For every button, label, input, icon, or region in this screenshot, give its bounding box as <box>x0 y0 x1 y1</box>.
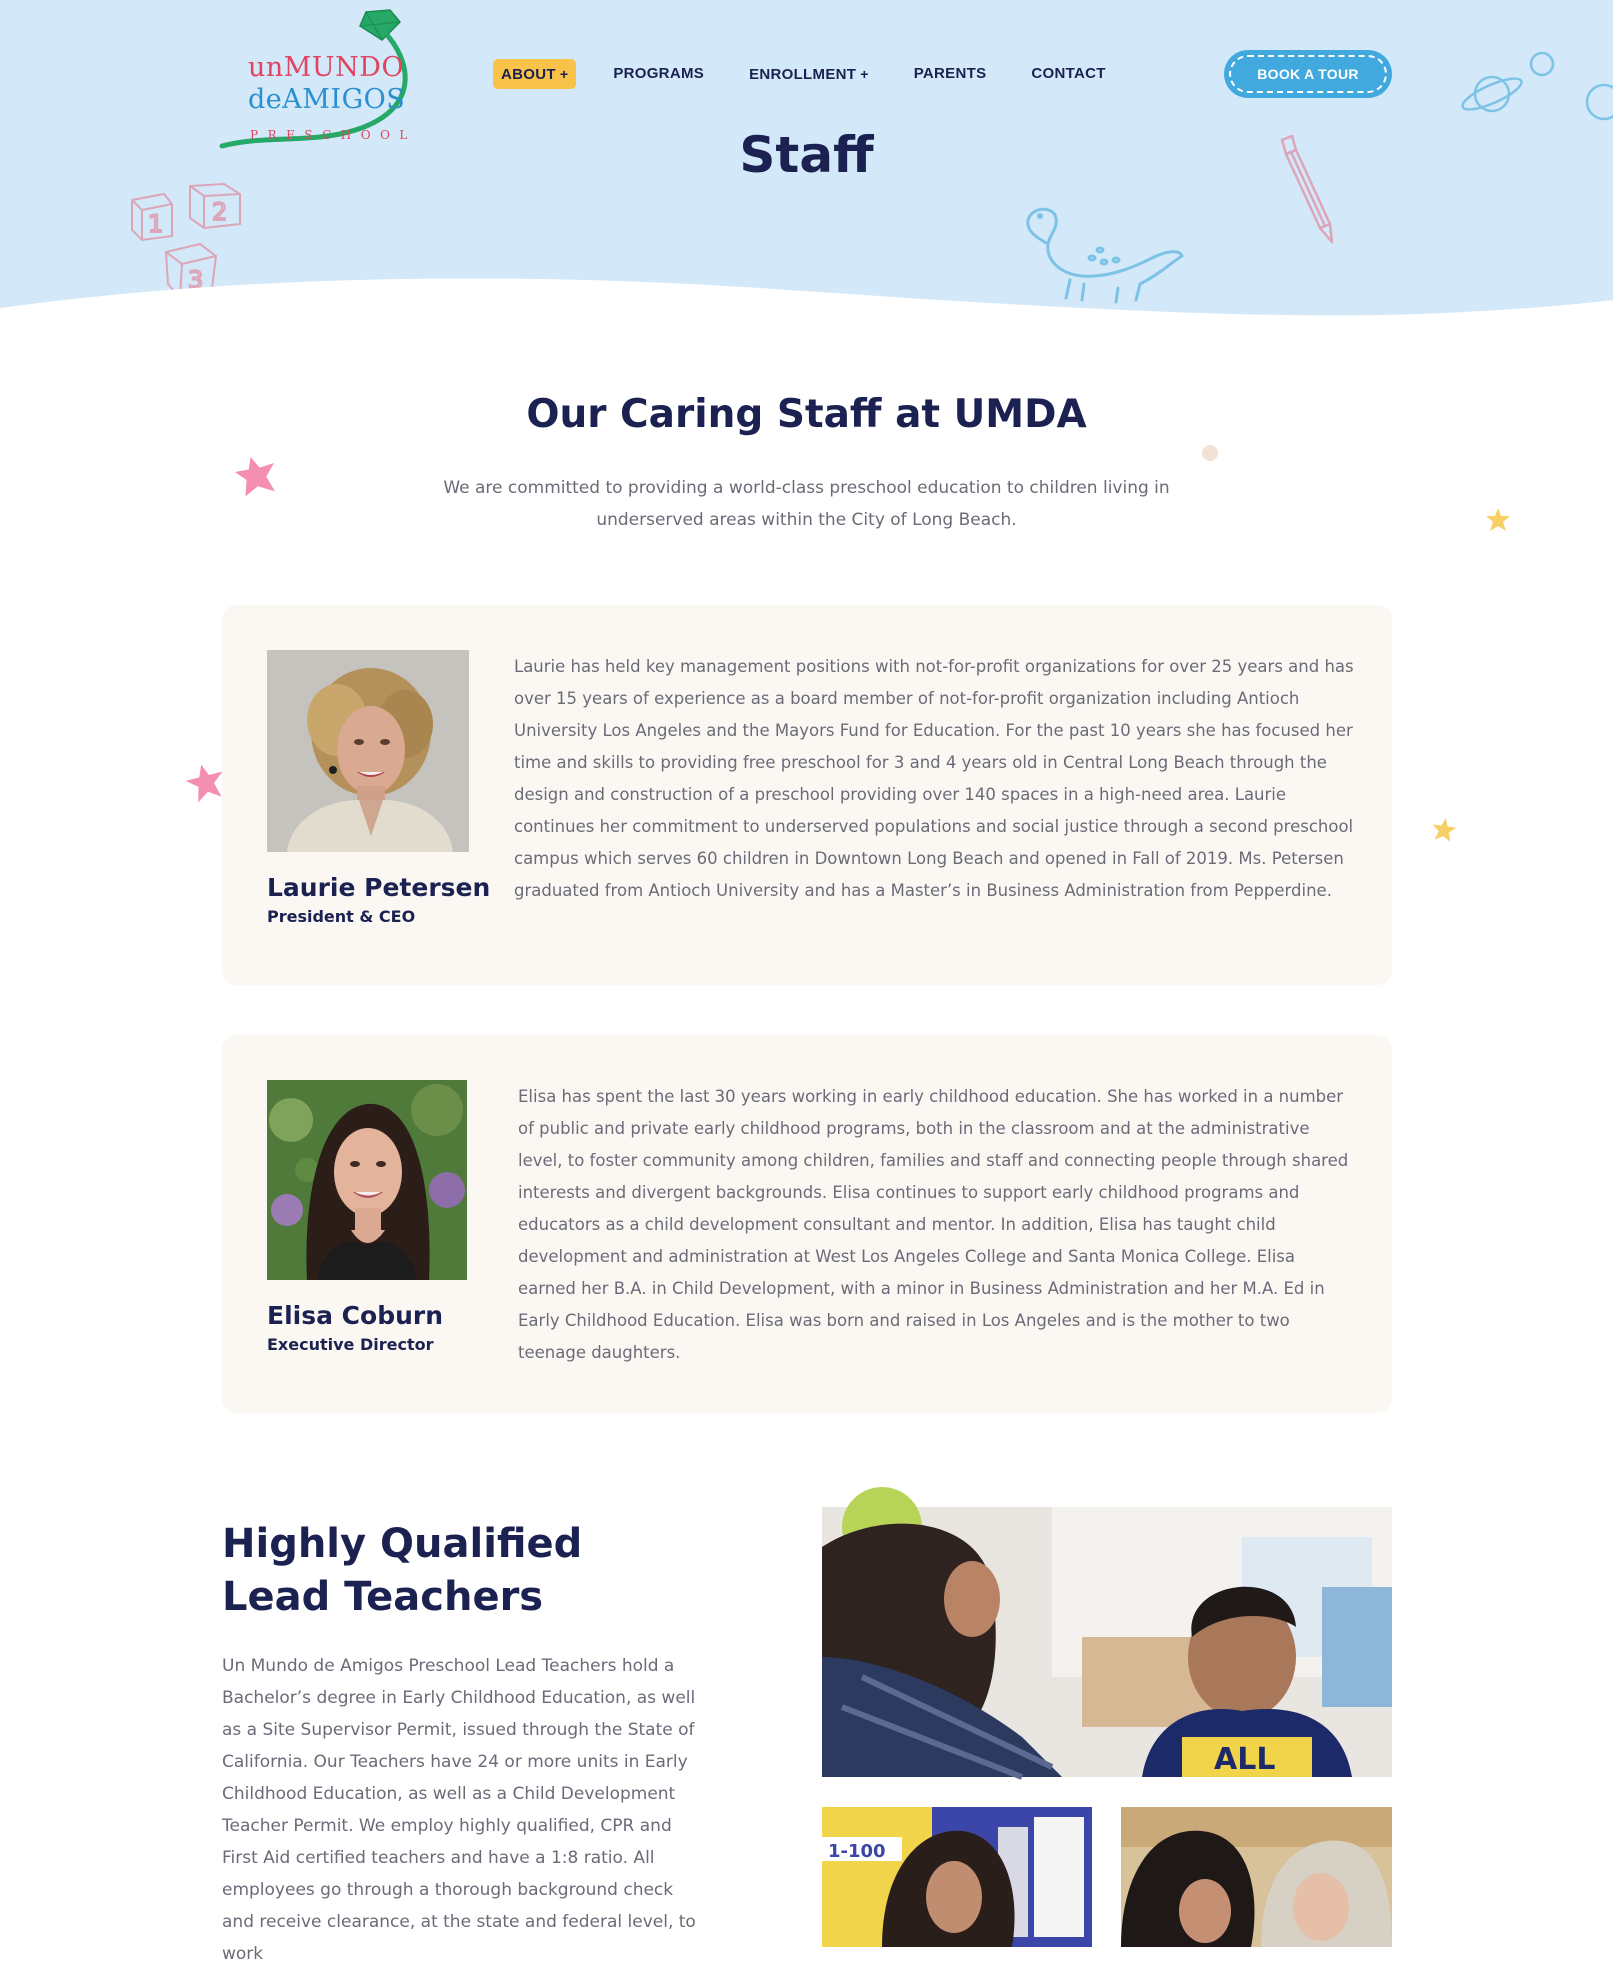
dot-icon <box>1200 443 1220 463</box>
nav-parents-label: PARENTS <box>913 65 987 82</box>
pencil-icon <box>1274 134 1344 244</box>
star-icon <box>1484 506 1512 534</box>
teachers-paragraph: Un Mundo de Amigos Preschool Lead Teachers hold a Bachelor’s degree in Early Childhood Education, as well as a Site Supervisor Permit, issued through the State of California. Our Teachers have 24 or more units in Early Childhood Education, as well as a Child Development Teacher Permit. We employ highly qualified, CPR and First Aid certified teachers and have a 1:8 ratio. All employees go through a thorough background check and receive clearance, at the state and federal level, to work <box>222 1656 696 1964</box>
book-tour-label: BOOK A TOUR <box>1257 66 1359 82</box>
intro-paragraph: We are committed to providing a world-class preschool education to children living in underserved areas within the City of Long Beach. <box>443 478 1170 530</box>
staff-role: President & CEO <box>267 907 416 926</box>
planet-icon <box>1458 48 1613 128</box>
logo-line-2: deAMIGOS <box>248 84 406 115</box>
nav-about-plus-icon: + <box>559 66 569 82</box>
svg-text:ALL: ALL <box>1214 1742 1276 1777</box>
classroom-image <box>822 1507 1392 1777</box>
section-heading-text: Our Caring Staff at UMDA <box>526 392 1087 437</box>
staff-card <box>222 1035 1392 1413</box>
classroom-image <box>822 1807 1092 1947</box>
svg-text:1-100: 1-100 <box>828 1841 886 1862</box>
section-heading <box>514 392 1098 437</box>
teachers-heading <box>222 1518 642 1624</box>
classroom-photo <box>1121 1807 1392 1947</box>
teachers-heading-line-1: Highly Qualified <box>222 1521 583 1567</box>
logo-line-1: unMUNDO <box>248 52 405 83</box>
classroom-image <box>1121 1807 1392 1947</box>
staff-bio: Elisa has spent the last 30 years working in early childhood education. She has worked in a number of public and private early childhood programs, both in the classroom and at the administrative level, to foster community among children, families and staff and connecting people through shared interests and divergent backgrounds. Elisa continues to support early childhood programs and educators as a child development consultant and mentor. In addition, Elisa has taught child development and administration at West Los Angeles College and Santa Monica College. Elisa earned her B.A. in Child Development, with a minor in Business Administration and her M.A. Ed in Early Childhood Education. Elisa was born and raised in Los Angeles and is the mother to two teenage daughters. <box>518 1087 1349 1362</box>
star-icon <box>1430 816 1458 844</box>
portrait-image <box>267 1080 467 1280</box>
staff-photo <box>267 650 469 852</box>
staff-role: Executive Director <box>267 1335 434 1354</box>
logo-subtitle: PRESCHOOL <box>250 128 417 142</box>
staff-bio: Laurie has held key management positions with not-for-profit organizations for over 25 years and has over 15 years of experience as a board member of not-for-profit organization including Antioch University Los Angeles and the Mayors Fund for Education. For the past 10 years she has focused her time and skills to providing free preschool for 3 and 4 years old in Central Long Beach through the design and construction of a preschool providing over 140 spaces in a high-need area. Laurie continues her commitment to underserved populations and social justice through a second preschool campus which serves 60 children in Downtown Long Beach and opened in Fall of 2019. Ms. Petersen graduated from Antioch University and has a Master’s in Business Administration from Pepperdine. <box>514 657 1354 900</box>
svg-text:1: 1 <box>148 210 164 238</box>
staff-card <box>222 605 1392 985</box>
staff-name: Laurie Petersen <box>267 873 491 902</box>
svg-text:2: 2 <box>212 198 228 226</box>
nav-programs[interactable] <box>605 59 712 89</box>
teachers-heading-line-2: Lead Teachers <box>222 1574 544 1620</box>
nav-enrollment[interactable] <box>741 59 877 89</box>
portrait-image <box>267 650 469 852</box>
nav-enrollment-label: ENROLLMENT <box>749 66 857 83</box>
nav-about[interactable] <box>493 59 576 89</box>
page-title: Staff <box>739 126 874 184</box>
section-heading-wrap <box>0 392 1613 437</box>
nav-enrollment-plus-icon: + <box>860 66 869 82</box>
classroom-photo <box>822 1507 1392 1777</box>
svg-text:3: 3 <box>188 266 204 294</box>
main-nav <box>493 58 1143 90</box>
nav-about-label: ABOUT <box>501 66 556 83</box>
nav-programs-label: PROGRAMS <box>613 65 705 82</box>
hero-banner <box>0 0 1613 350</box>
staff-photo <box>267 1080 467 1280</box>
nav-contact[interactable] <box>1023 59 1113 89</box>
nav-parents[interactable] <box>906 59 995 89</box>
classroom-photo <box>822 1807 1092 1947</box>
hero-wave <box>0 270 1613 360</box>
staff-name: Elisa Coburn <box>267 1301 444 1330</box>
nav-contact-label: CONTACT <box>1031 65 1106 82</box>
star-icon <box>236 454 282 498</box>
book-tour-button[interactable] <box>1224 50 1392 98</box>
